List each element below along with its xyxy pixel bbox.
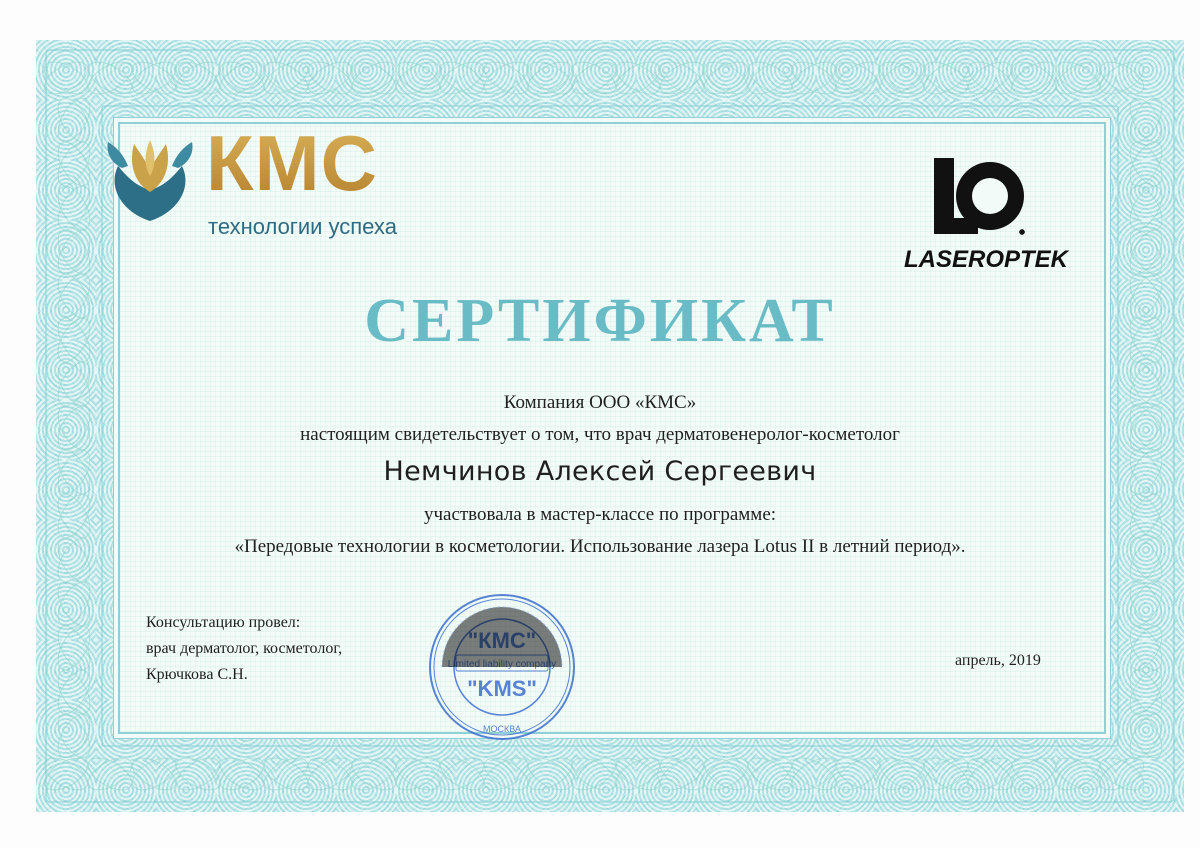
guilloche-loop bbox=[52, 181, 97, 235]
guilloche-loop bbox=[1051, 752, 1105, 797]
guilloche-loop bbox=[52, 621, 97, 675]
laseroptek-mark-icon bbox=[934, 158, 1030, 242]
guilloche-loop bbox=[52, 665, 97, 719]
recipient-name: Немчинов Алексей Сергеевич bbox=[383, 456, 817, 487]
seal-city-text: МОСКВА bbox=[483, 724, 521, 734]
guilloche-loop bbox=[963, 752, 1017, 797]
guilloche-loop bbox=[479, 752, 533, 797]
guilloche-loop bbox=[479, 56, 533, 101]
guilloche-loop bbox=[1124, 225, 1169, 279]
guilloche-loop bbox=[52, 93, 97, 147]
guilloche-loop bbox=[655, 56, 709, 101]
guilloche-loop bbox=[39, 752, 93, 797]
guilloche-loop bbox=[743, 56, 797, 101]
laseroptek-wordmark: LASEROPTEK bbox=[904, 246, 1069, 273]
guilloche-loop bbox=[259, 752, 313, 797]
guilloche-loop bbox=[127, 56, 181, 101]
guilloche-loop bbox=[435, 752, 489, 797]
certificate-title: СЕРТИФИКАТ bbox=[364, 287, 836, 355]
guilloche-loop bbox=[831, 56, 885, 101]
guilloche-loop bbox=[127, 752, 181, 797]
guilloche-loop bbox=[831, 752, 885, 797]
guilloche-loop bbox=[1124, 93, 1169, 147]
guilloche-loop bbox=[875, 56, 929, 101]
guilloche-loop bbox=[83, 56, 137, 101]
guilloche-loop bbox=[1124, 621, 1169, 675]
guilloche-loop bbox=[523, 752, 577, 797]
kmc-wordmark: КМС bbox=[206, 119, 378, 207]
program-line: «Передовые технологии в косметологии. Использование лазера Lotus II в летний период». bbox=[234, 536, 966, 557]
guilloche-loop bbox=[1095, 752, 1149, 797]
guilloche-loop bbox=[963, 56, 1017, 101]
guilloche-loop bbox=[699, 56, 753, 101]
guilloche-loop bbox=[52, 137, 97, 191]
kmc-logo bbox=[100, 118, 430, 268]
guilloche-loop bbox=[743, 752, 797, 797]
guilloche-loop bbox=[1007, 752, 1061, 797]
consultant-title: врач дерматолог, косметолог, bbox=[146, 640, 343, 657]
guilloche-loop bbox=[875, 752, 929, 797]
guilloche-loop bbox=[303, 56, 357, 101]
guilloche-loop bbox=[523, 56, 577, 101]
lotus-emblem-icon bbox=[100, 126, 200, 226]
guilloche-loop bbox=[567, 56, 621, 101]
guilloche-loop bbox=[347, 56, 401, 101]
guilloche-loop bbox=[215, 752, 269, 797]
guilloche-loop bbox=[655, 752, 709, 797]
guilloche-loop bbox=[83, 752, 137, 797]
guilloche-loop bbox=[919, 752, 973, 797]
guilloche-loop bbox=[567, 752, 621, 797]
issue-date: апрель, 2019 bbox=[955, 652, 1041, 669]
guilloche-loop bbox=[171, 56, 225, 101]
guilloche-loop bbox=[215, 56, 269, 101]
consultation-heading: Консультацию провел: bbox=[146, 614, 301, 631]
guilloche-loop bbox=[391, 56, 445, 101]
consultant-name: Крючкова С.Н. bbox=[146, 666, 248, 683]
participation-line: участвовала в мастер-классе по программе: bbox=[423, 504, 777, 525]
guilloche-loop bbox=[52, 709, 97, 763]
kmc-tagline: технологии успеха bbox=[208, 214, 397, 239]
guilloche-loop bbox=[1124, 181, 1169, 235]
guilloche-loop bbox=[1007, 56, 1061, 101]
guilloche-loop bbox=[1095, 56, 1149, 101]
guilloche-loop bbox=[52, 577, 97, 631]
guilloche-loop bbox=[919, 56, 973, 101]
guilloche-loop bbox=[1124, 709, 1169, 763]
guilloche-loop bbox=[1051, 56, 1105, 101]
company-line: Компания ООО «КМС» bbox=[503, 392, 697, 413]
guilloche-loop bbox=[1124, 577, 1169, 631]
guilloche-loop bbox=[171, 752, 225, 797]
guilloche-loop bbox=[52, 225, 97, 279]
guilloche-loop bbox=[787, 56, 841, 101]
seal-bottom-text: "KMS" bbox=[467, 676, 537, 701]
guilloche-loop bbox=[699, 752, 753, 797]
guilloche-loop bbox=[259, 56, 313, 101]
guilloche-loop bbox=[787, 752, 841, 797]
guilloche-loop bbox=[303, 752, 357, 797]
guilloche-loop bbox=[347, 752, 401, 797]
guilloche-loop bbox=[39, 56, 93, 101]
guilloche-loop bbox=[611, 752, 665, 797]
guilloche-loop bbox=[1124, 137, 1169, 191]
guilloche-loop bbox=[611, 56, 665, 101]
guilloche-loop bbox=[391, 752, 445, 797]
guilloche-loop bbox=[1124, 665, 1169, 719]
laseroptek-logo bbox=[904, 158, 1069, 278]
company-seal bbox=[422, 592, 582, 742]
guilloche-loop bbox=[435, 56, 489, 101]
consultation-block bbox=[146, 610, 342, 688]
statement-line: настоящим свидетельствует о том, что врач дерматовенеролог-косметолог bbox=[300, 424, 900, 445]
